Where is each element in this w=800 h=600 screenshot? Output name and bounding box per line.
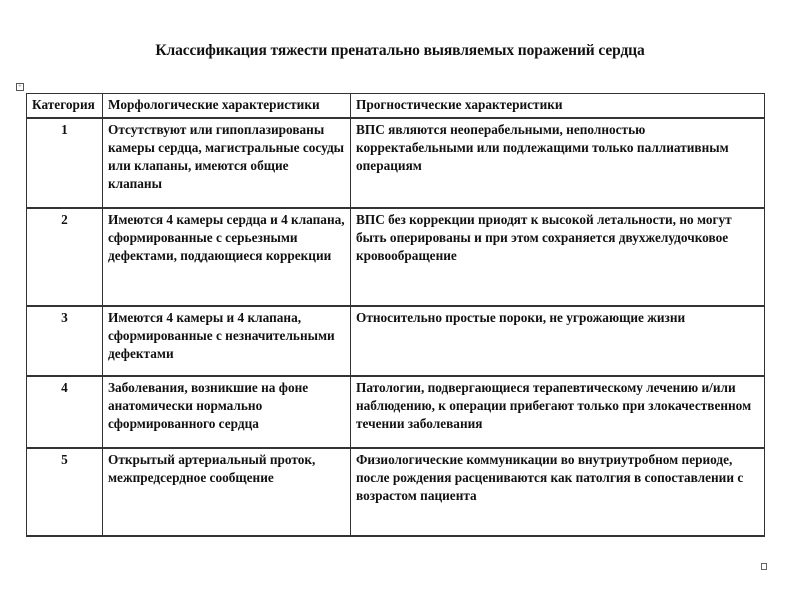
- prognosis-cell[interactable]: Патологии, подвергающиеся терапевтическому лечению и/или наблюдению, к операции прибегают только при злокачественном течении заболевания: [351, 376, 765, 448]
- morphology-cell[interactable]: Имеются 4 камеры сердца и 4 клапана, сформированные с серьезными дефектами, поддающиеся коррекции: [103, 208, 351, 306]
- table-row: [27, 306, 765, 376]
- table-header-row: [27, 94, 765, 119]
- morphology-cell[interactable]: Отсутствуют или гипоплазированы камеры сердца, магистральные сосуды или клапаны, имеются общие клапаны: [103, 118, 351, 208]
- category-cell[interactable]: 5: [27, 448, 103, 536]
- prognosis-cell[interactable]: ВПС без коррекции приодят к высокой летальности, но могут быть оперированы и при этом сохраняется двухжелудочковое кровообращение: [351, 208, 765, 306]
- prognosis-cell[interactable]: Физиологические коммуникации во внутриутробном периоде, после рождения расцениваются как патолгия в сопоставлении с возрастом пациента: [351, 448, 765, 536]
- table-row: [27, 118, 765, 208]
- header-morphology[interactable]: Морфологические характеристики: [103, 94, 351, 119]
- header-category[interactable]: Категория: [27, 94, 103, 119]
- morphology-cell[interactable]: Имеются 4 камеры и 4 клапана, сформированные с незначительными дефектами: [103, 306, 351, 376]
- category-cell[interactable]: 3: [27, 306, 103, 376]
- table-row: [27, 448, 765, 536]
- table-move-handle-icon[interactable]: +: [16, 83, 24, 91]
- category-cell[interactable]: 1: [27, 118, 103, 208]
- category-cell[interactable]: 2: [27, 208, 103, 306]
- table-resize-handle-icon[interactable]: [761, 563, 767, 570]
- prognosis-cell[interactable]: ВПС являются неоперабельными, неполностью корректабельными или подлежащими только паллиативным операциям: [351, 118, 765, 208]
- prognosis-cell[interactable]: Относительно простые пороки, не угрожающие жизни: [351, 306, 765, 376]
- header-prognosis[interactable]: Прогностические характеристики: [351, 94, 765, 119]
- morphology-cell[interactable]: Заболевания, возникшие на фоне анатомически нормально сформированного сердца: [103, 376, 351, 448]
- table-row: [27, 376, 765, 448]
- table-row: [27, 208, 765, 306]
- category-cell[interactable]: 4: [27, 376, 103, 448]
- document-title: Классификация тяжести пренатально выявляемых поражений сердца: [155, 42, 645, 59]
- classification-table: [26, 93, 765, 537]
- morphology-cell[interactable]: Открытый артериальный проток, межпредсердное сообщение: [103, 448, 351, 536]
